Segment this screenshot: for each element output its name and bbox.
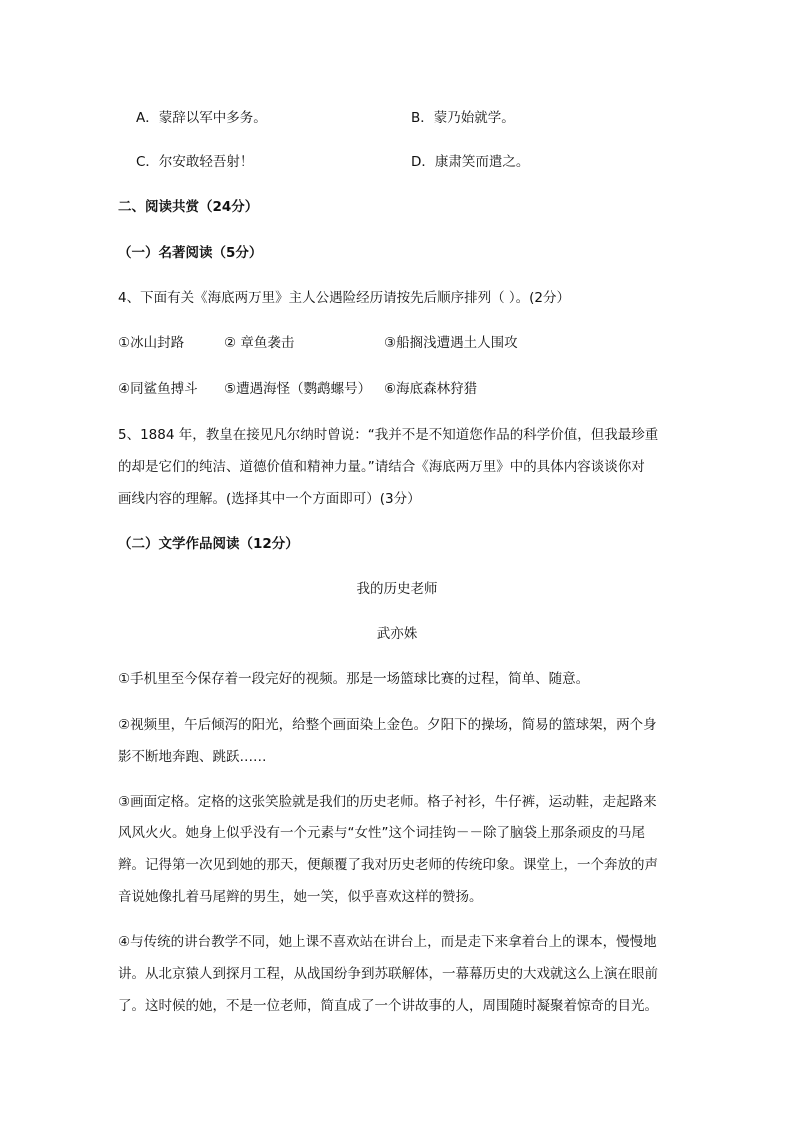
article-author: 武亦姝 xyxy=(376,626,418,642)
paragraph-line: ③画面定格。定格的这张笑脸就是我们的历史老师。格子衬衫，牛仔裤，运动鞋，走起路来 xyxy=(118,794,657,810)
paragraph-line: ②视频里，午后倾泻的阳光，给整个画面染上金色。夕阳下的操场，简易的篮球架，两个身 xyxy=(118,717,657,733)
option-a: A．蒙辞以军中多务。 xyxy=(136,110,267,126)
paragraph-line: 音说她像扎着马尾辫的男生，她一笑，似乎喜欢这样的赞扬。 xyxy=(118,889,483,905)
option-b: B．蒙乃始就学。 xyxy=(411,110,515,126)
paragraph-line: ④与传统的讲台教学不同，她上课不喜欢站在讲台上，而是走下来拿着台上的课本，慢慢地 xyxy=(118,934,657,950)
q4-item: ⑤遭遇海怪（鹦鹉螺号） xyxy=(224,381,372,397)
question-5-line: 的却是它们的纯洁、道德价值和精神力量。”请结合《海底两万里》中的具体内容谈谈你对 xyxy=(118,459,645,475)
q4-item: ④同鲨鱼搏斗 xyxy=(118,381,198,397)
option-d: D．康肃笑而遣之。 xyxy=(411,154,530,170)
paragraph-line: 风风火火。她身上似乎没有一个元素与“女性”这个词挂钩－－除了脑袋上那条顽皮的马尾 xyxy=(118,825,645,841)
paragraph-line: ①手机里至今保存着一段完好的视频。那是一场篮球比赛的过程，简单、随意。 xyxy=(118,671,590,687)
paragraph-line: 辫。记得第一次见到她的那天，便颠覆了我对历史老师的传统印象。课堂上，一个奔放的声 xyxy=(118,857,658,873)
q4-item: ①冰山封路 xyxy=(118,335,185,351)
question-4: 4、下面有关《海底两万里》主人公遇险经历请按先后顺序排列（ ）。(2分） xyxy=(118,290,570,306)
q4-item: ③船搁浅遭遇土人围攻 xyxy=(384,335,518,351)
option-c: C．尔安敢轻吾射！ xyxy=(136,154,254,170)
section-title: 二、阅读共赏（24分） xyxy=(118,199,259,215)
question-5-line: 画线内容的理解。(选择其中一个方面即可）(3分） xyxy=(118,491,421,507)
article-title: 我的历史老师 xyxy=(356,581,438,597)
q4-item: ② 章鱼袭击 xyxy=(224,335,295,351)
paragraph-line: 了。这时候的她，不是一位老师，简直成了一个讲故事的人，周围随时凝聚着惊奇的目光。 xyxy=(118,998,658,1014)
paragraph-line: 影不断地奔跑、跳跃…… xyxy=(118,749,267,765)
part-title-literature: （二）文学作品阅读（12分） xyxy=(118,536,299,552)
part-title-classics: （一）名著阅读（5分） xyxy=(118,245,263,261)
paragraph-line: 讲。从北京猿人到探月工程，从战国纷争到苏联解体，一幕幕历史的大戏就这么上演在眼前 xyxy=(118,966,658,982)
q4-item: ⑥海底森林狩猎 xyxy=(384,381,478,397)
question-5-line: 5、1884 年，教皇在接见凡尔纳时曾说：“我并不是不知道您作品的科学价值，但我最珍重 xyxy=(118,427,659,443)
